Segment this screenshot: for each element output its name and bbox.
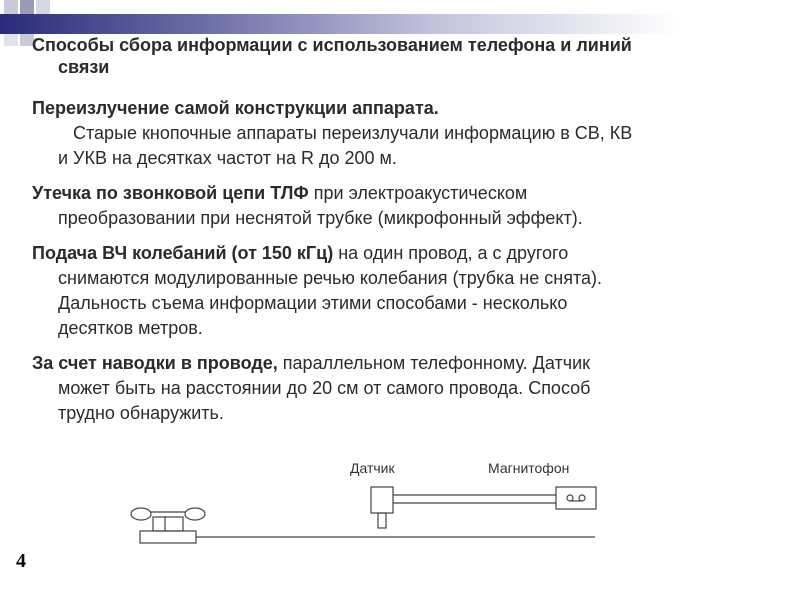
title-line-1: Способы сбора информации с использованием телефона и линий bbox=[32, 35, 632, 55]
paragraph-text: параллельном телефонному. Датчик bbox=[277, 353, 591, 373]
paragraph-text: на один провод, а с другого bbox=[333, 243, 569, 263]
paragraph-text: и УКВ на десятках частот на R до 200 м. bbox=[58, 148, 397, 168]
paragraph-heading: Переизлучение самой конструкции аппарата. bbox=[32, 98, 439, 118]
recorder-label: Магнитофон bbox=[488, 460, 570, 476]
paragraph-text: Старые кнопочные аппараты переизлучали информацию в СВ, КВ bbox=[58, 123, 633, 143]
tape-recorder-icon bbox=[556, 487, 596, 509]
paragraph-text: преобразовании при неснятой трубке (микрофонный эффект). bbox=[58, 208, 583, 228]
paragraph-text: снимаются модулированные речью колебания (трубка не снята). bbox=[58, 268, 603, 288]
slide-content bbox=[32, 96, 772, 436]
paragraph-text: трудно обнаружить. bbox=[58, 403, 224, 423]
paragraph-heading: Подача ВЧ колебаний (от 150 кГц) bbox=[32, 243, 334, 263]
paragraph-text: может быть на расстоянии до 20 см от самого провода. Способ bbox=[58, 378, 591, 398]
slide-title bbox=[32, 34, 772, 78]
paragraph-induction bbox=[32, 351, 772, 426]
title-line-2: связи bbox=[58, 57, 110, 77]
paragraph-text: при электроакустическом bbox=[308, 183, 528, 203]
paragraph-hf-injection bbox=[32, 241, 772, 341]
page-number: 4 bbox=[16, 550, 26, 572]
paragraph-text: десятков метров. bbox=[58, 318, 203, 338]
wiretap-diagram bbox=[0, 455, 800, 555]
paragraph-text: Дальность съема информации этими способами - несколько bbox=[58, 293, 568, 313]
telephone-icon bbox=[131, 508, 205, 543]
sensor-label: Датчик bbox=[350, 460, 395, 476]
paragraph-ringer-leak bbox=[32, 181, 772, 231]
sensor-icon bbox=[371, 487, 393, 528]
title-gradient-bar bbox=[0, 14, 800, 34]
paragraph-reradiation bbox=[32, 96, 772, 171]
paragraph-heading: Утечка по звонковой цепи ТЛФ bbox=[32, 183, 309, 203]
paragraph-heading: За счет наводки в проводе, bbox=[32, 353, 278, 373]
